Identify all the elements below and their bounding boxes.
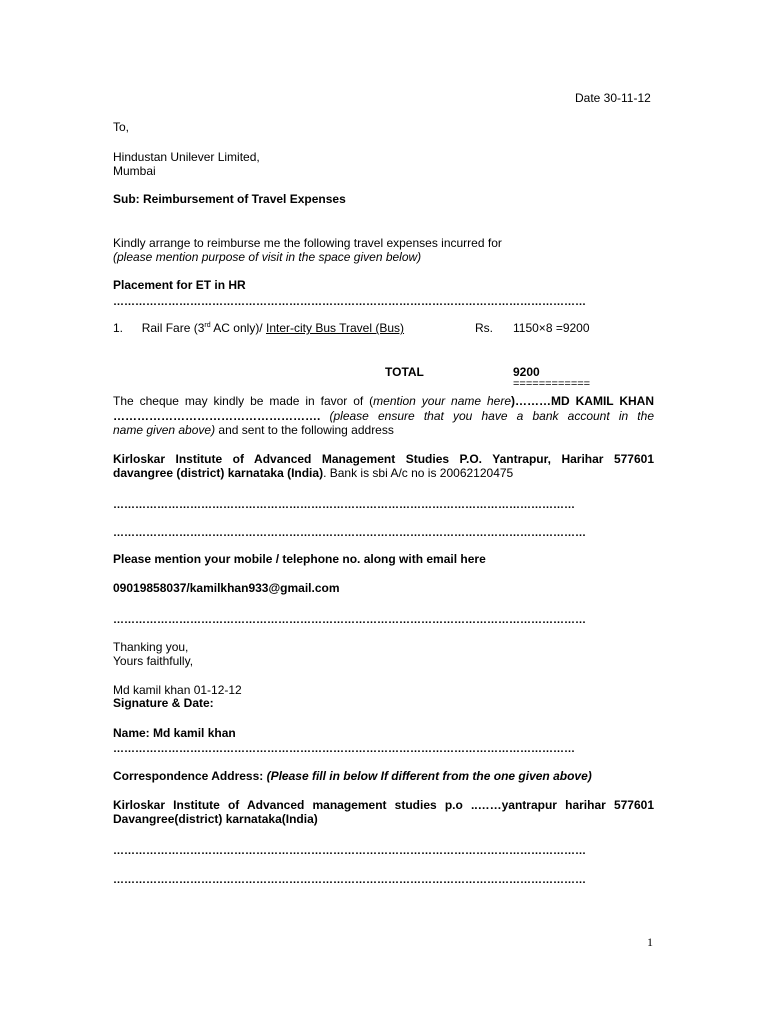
dotted-line: ………………………………………………………………………………………………………………… [113, 614, 586, 626]
expense-row [113, 321, 404, 335]
intro-line: Kindly arrange to reimburse me the following travel expenses incurred for [113, 236, 502, 250]
name-label: Name: Md kamil khan [113, 726, 236, 740]
expense-number: 1. [113, 321, 124, 335]
cheque-line-1: The cheque may kindly be made in favor of (mention your name here)………MD KAMIL KHAN [113, 394, 654, 408]
dotted-line: ………………………………………………………………………………………………………………… [113, 527, 586, 539]
bank-address-line-2: davangree (district) karnataka (India). Bank is sbi A/c no is 20062120475 [113, 466, 514, 480]
expense-amount: 1150×8 =9200 [513, 321, 590, 335]
expense-currency: Rs. [475, 321, 493, 335]
contact-label: Please mention your mobile / telephone no. along with email here [113, 552, 486, 566]
dotted-line: ………………………………………………………………………………………………………………… [113, 845, 586, 857]
cheque-line-2: ……………………………………………. (please ensure that you have a bank account in the [113, 409, 654, 423]
total-value: 9200 [513, 365, 540, 379]
signature-value: Md kamil khan 01-12-12 [113, 683, 242, 697]
expense-label: Rail Fare (3rd AC only)/ Inter-city Bus Travel (Bus) [141, 321, 405, 335]
signature-label: Signature & Date: [113, 696, 214, 710]
correspondence-line-2: Davangree(district) karnataka(India) [113, 812, 318, 826]
contact-value: 09019858037/kamilkhan933@gmail.com [113, 581, 340, 595]
salutation-to: To, [113, 120, 130, 134]
correspondence-label: Correspondence Address: (Please fill in below If different from the one given above) [113, 769, 592, 783]
subject-line: Sub: Reimbursement of Travel Expenses [113, 192, 346, 206]
date: Date 30-11-12 [575, 91, 651, 105]
cheque-line-3: name given above) and sent to the following address [113, 423, 394, 437]
total-label: TOTAL [385, 365, 424, 379]
total-rule: ============ [513, 378, 591, 390]
recipient-company: Hindustan Unilever Limited, [113, 150, 260, 164]
recipient-city: Mumbai [113, 164, 156, 178]
dotted-line: ………………………………………………………………………………………………………………… [113, 874, 586, 886]
closing-yours: Yours faithfully, [113, 654, 194, 668]
correspondence-line-1: Kirloskar Institute of Advanced management studies p.o ..……yantrapur harihar 577601 [113, 798, 654, 812]
purpose-value: Placement for ET in HR [113, 278, 246, 292]
dotted-line: ………………………………………………………………………………………………………………… [113, 296, 586, 308]
dotted-line: ……………………………………………………………………………………………………………… [113, 743, 575, 755]
intro-hint: (please mention purpose of visit in the space given below) [113, 250, 422, 264]
bank-address-line-1: Kirloskar Institute of Advanced Management Studies P.O. Yantrapur, Harihar 577601 [113, 452, 654, 466]
closing-thanks: Thanking you, [113, 640, 189, 654]
dotted-line: ……………………………………………………………………………………………………………… [113, 499, 575, 511]
page-number: 1 [647, 935, 653, 949]
